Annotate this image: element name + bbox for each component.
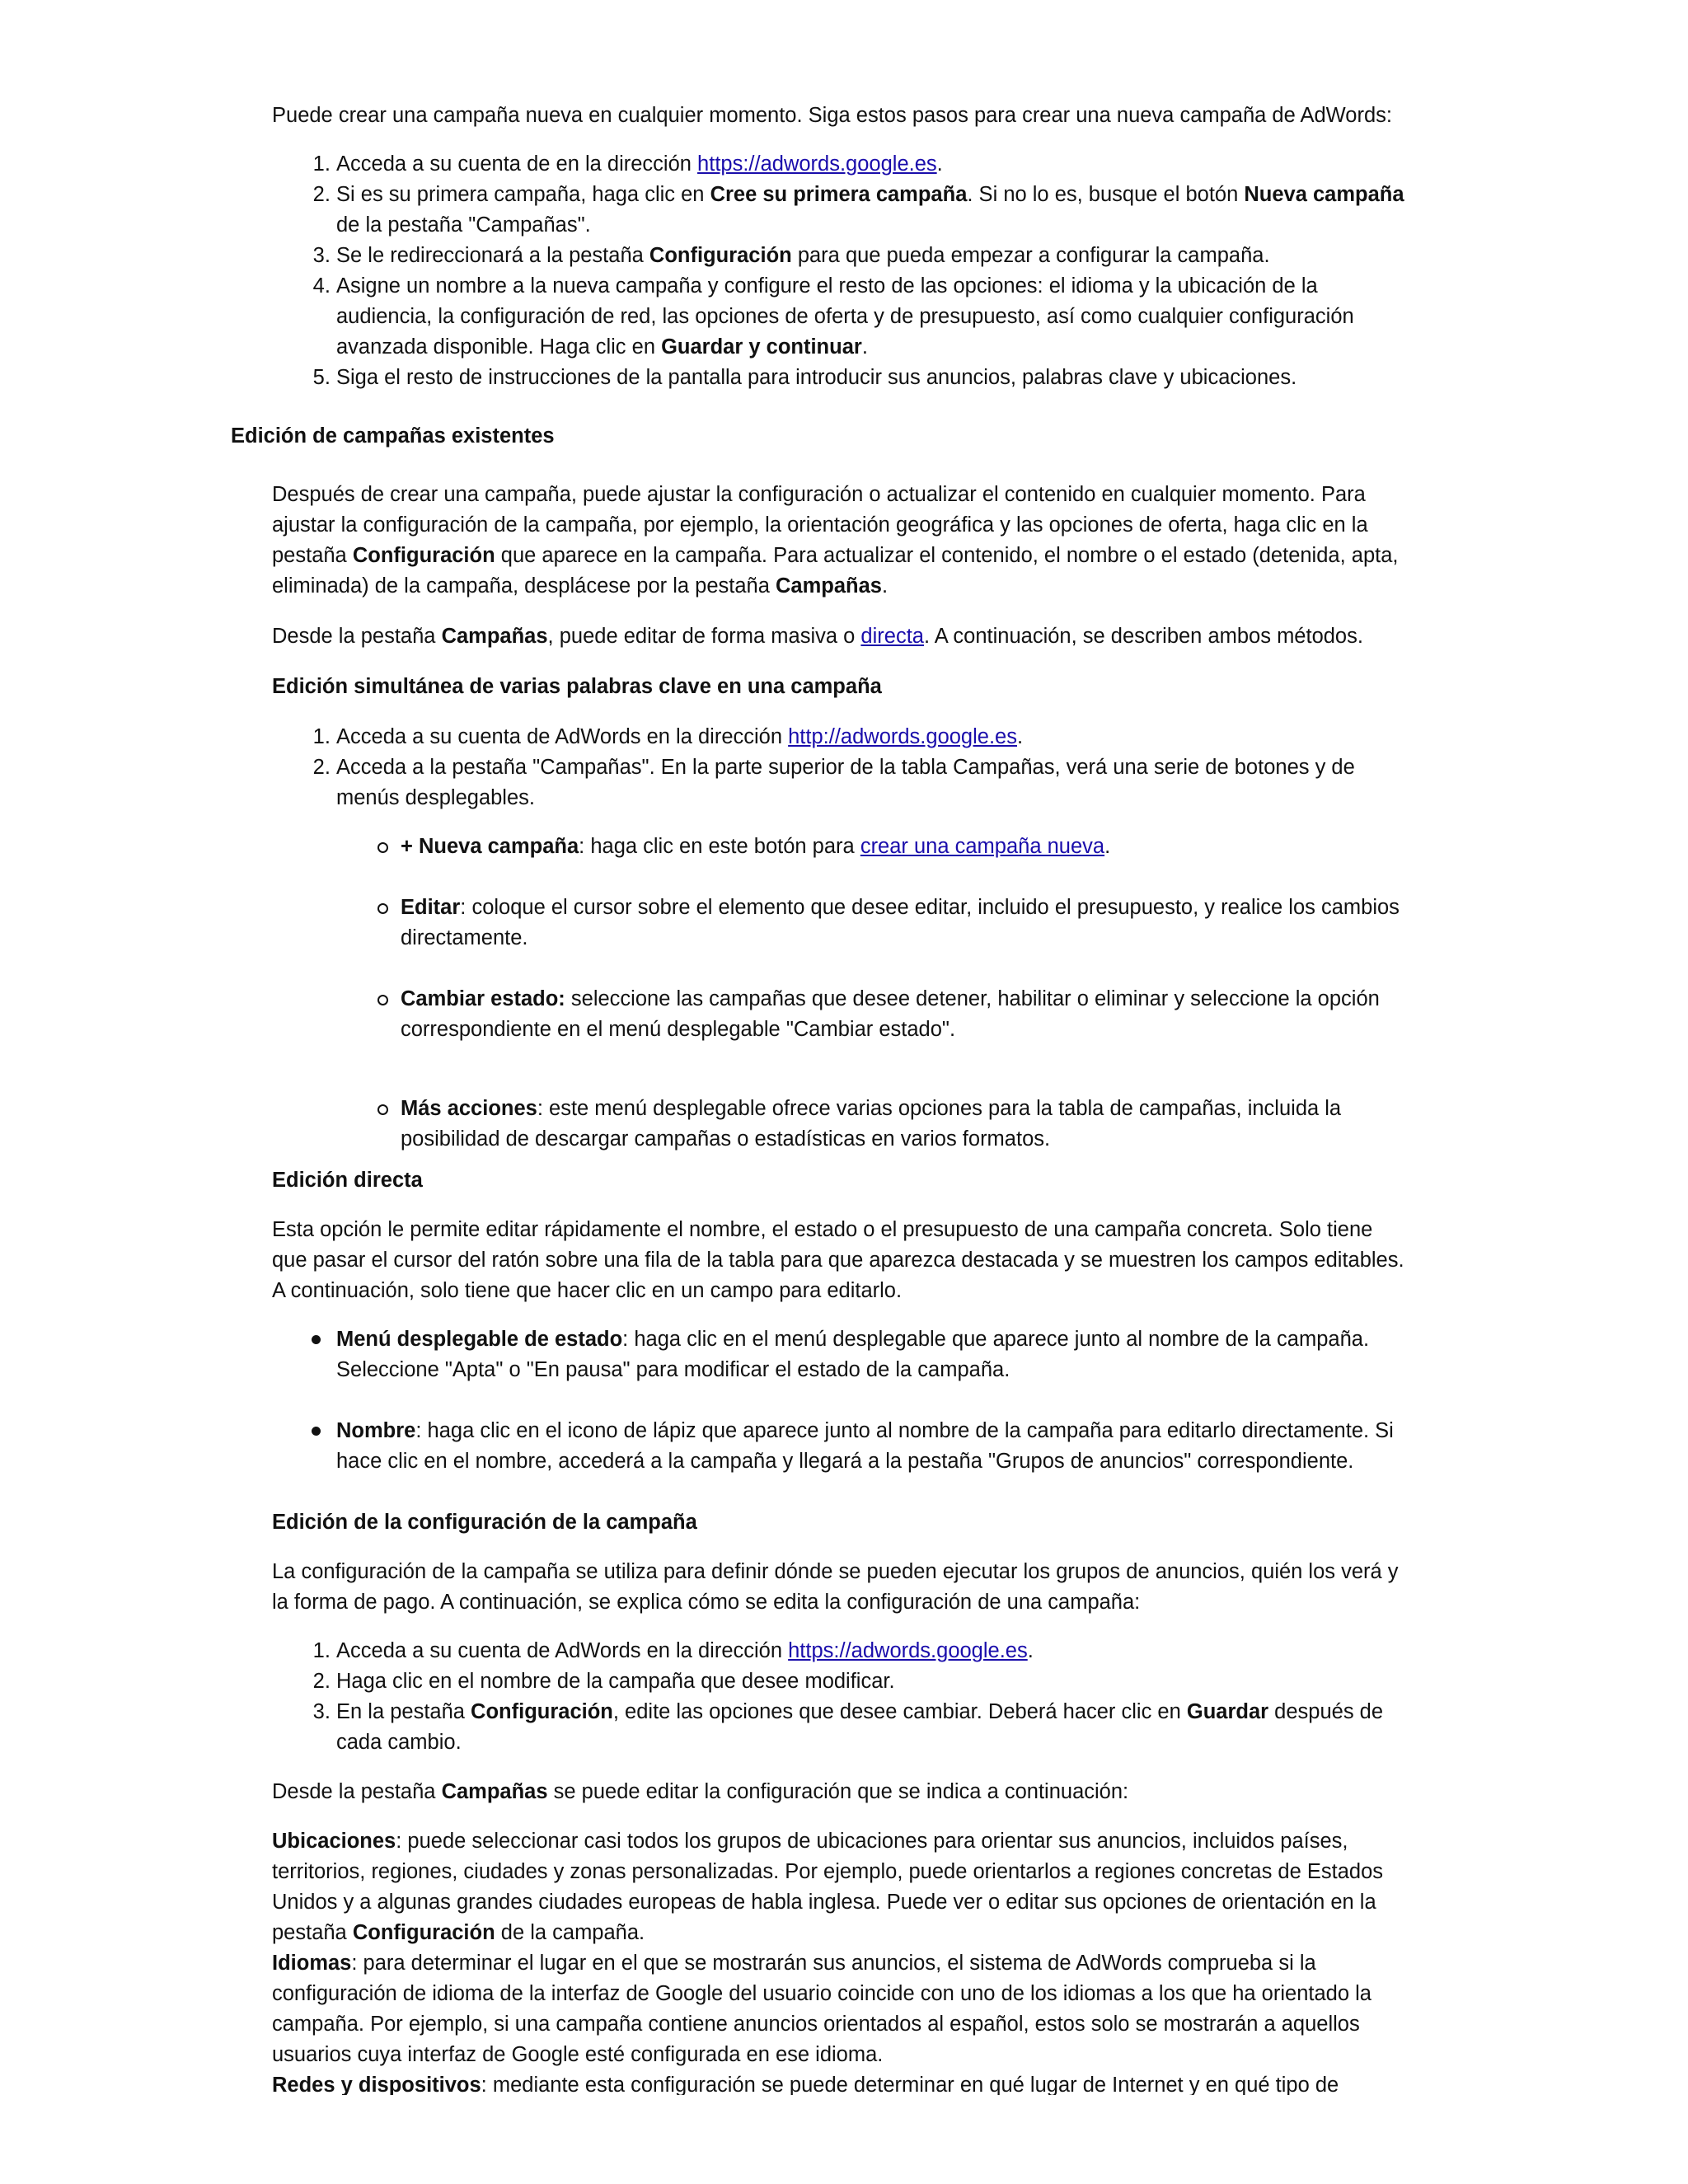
list-item: 4. Asigne un nombre a la nueva campaña y configure el resto de las opciones: el idioma y la ubicación de la audiencia, la configuración de red, las opciones de oferta y de presupuesto, así como cualquier configuración avanzada disponible. Haga clic en Guardar y continuar. (336, 271, 1409, 363)
idiomas-paragraph: Idiomas: para determinar el lugar en el que se mostrarán sus anuncios, el sistema de AdWords comprueba si la configuración de idioma de la interfaz de Google del usuario coincide con uno de los idiomas a los que ha orientado la campaña. Por ejemplo, si una campaña contiene anuncios orientados al español, estos solo se mostrarán a aquellos usuarios cuya interfaz de Google esté configurada en ese idioma. (272, 1952, 1372, 2066)
document-body (231, 101, 1409, 2095)
list-item-status-dropdown: Menú desplegable de estado: haga clic en el menú desplegable que aparece junto al nombre de la campaña. Seleccione "Apta" o "En pausa" para modificar el estado de la campaña. (336, 1324, 1409, 1385)
list-item: 1. Acceda a su cuenta de AdWords en la dirección http://adwords.google.es. (336, 722, 1409, 752)
bulk-options-list (272, 832, 1409, 1155)
list-item-more-actions: Más acciones: este menú desplegable ofrece varias opciones para la tabla de campañas, incluida la posibilidad de descargar campañas o estadísticas en varios formatos. (401, 1094, 1409, 1155)
list-item: 5. Siga el resto de instrucciones de la pantalla para introducir sus anuncios, palabras clave y ubicaciones. (336, 363, 1409, 393)
list-item-new-campaign: + Nueva campaña: haga clic en este botón para crear una campaña nueva. (401, 832, 1409, 862)
ubicaciones-paragraph: Ubicaciones: puede seleccionar casi todos los grupos de ubicaciones para orientar sus anuncios, incluidos países, territorios, regiones, ciudades y zonas personalizadas. Por ejemplo, puede orientarlos a regiones concretas de Estados Unidos y a algunas grandes ciudades europeas de habla inglesa. Puede ver o editar sus opciones de orientación en la pestaña Configuración de la campaña. (272, 1830, 1384, 1944)
list-item: 3. Se le redireccionará a la pestaña Configuración para que pueda empezar a configurar la campaña. (336, 241, 1409, 271)
list-item: 2. Si es su primera campaña, haga clic en Cree su primera campaña. Si no lo es, busque el botón Nueva campaña de la pestaña "Campañas". (336, 180, 1409, 241)
config-intro: La configuración de la campaña se utiliza para definir dónde se pueden ejecutar los grupos de anuncios, quién los verá y la forma de pago. A continuación, se explica cómo se edita la configuración de una campaña: (272, 1560, 1399, 1614)
create-steps-list (272, 149, 1409, 393)
create-campaign-link[interactable]: crear una campaña nueva (860, 835, 1105, 858)
edit-paragraph-1: Después de crear una campaña, puede ajustar la configuración o actualizar el contenido en cualquier momento. Para ajustar la configuración de la campaña, por ejemplo, la orientación geográfica y las opciones de oferta, haga clic en la pestaña Configuración que aparece en la campaña. Para actualizar el contenido, el nombre o el estado (detenida, apta, eliminada) de la campaña, desplácese por la pestaña Campañas. (272, 483, 1399, 598)
adwords-link[interactable]: http://adwords.google.es (788, 725, 1017, 748)
list-item-name: Nombre: haga clic en el icono de lápiz que aparece junto al nombre de la campaña para editarlo directamente. Si hace clic en el nombre, accederá a la campaña y llegará a la pestaña "Grupos de anuncios" correspondiente. (336, 1416, 1409, 1477)
list-item-edit: Editar: coloque el cursor sobre el elemento que desee editar, incluido el presupuesto, y realice los cambios directamente. (401, 893, 1409, 954)
bulk-steps-list (272, 722, 1409, 813)
direct-intro: Esta opción le permite editar rápidamente el nombre, el estado o el presupuesto de una campaña concreta. Solo tiene que pasar el cursor del ratón sobre una fila de la tabla para que aparezca destacada y se muestren los campos editables. A continuación, solo tiene que hacer clic en un campo para editarlo. (272, 1218, 1404, 1302)
direct-options-list (272, 1324, 1409, 1477)
config-steps-list (272, 1636, 1409, 1758)
sub-heading-bulk: Edición simultánea de varias palabras clave en una campaña (272, 675, 882, 698)
config-paragraph: Desde la pestaña Campañas se puede editar la configuración que se indica a continuación: (272, 1780, 1129, 1803)
sub-heading-config: Edición de la configuración de la campaña (272, 1511, 697, 1534)
list-item: 2. Haga clic en el nombre de la campaña que desee modificar. (336, 1666, 1409, 1697)
sub-heading-direct: Edición directa (272, 1169, 423, 1192)
edit-paragraph-2: Desde la pestaña Campañas, puede editar de forma masiva o directa. A continuación, se describen ambos métodos. (272, 625, 1363, 648)
list-item: 1. Acceda a su cuenta de en la dirección https://adwords.google.es. (336, 149, 1409, 180)
list-item-change-status: Cambiar estado: seleccione las campañas que desee detener, habilitar o eliminar y seleccione la opción correspondiente en el menú desplegable "Cambiar estado". (401, 984, 1409, 1045)
intro-paragraph: Puede crear una campaña nueva en cualquier momento. Siga estos pasos para crear una nueva campaña de AdWords: (272, 104, 1392, 127)
list-item: 3. En la pestaña Configuración, edite las opciones que desee cambiar. Deberá hacer clic en Guardar después de cada cambio. (336, 1697, 1409, 1758)
adwords-link[interactable]: https://adwords.google.es (697, 152, 937, 176)
list-item: 1. Acceda a su cuenta de AdWords en la dirección https://adwords.google.es. (336, 1636, 1409, 1666)
redes-paragraph: Redes y dispositivos: mediante esta configuración se puede determinar en qué lugar de Internet y en qué tipo de (272, 2074, 1339, 2095)
directa-link[interactable]: directa (860, 625, 924, 648)
adwords-link[interactable]: https://adwords.google.es (788, 1639, 1028, 1662)
list-item: 2. Acceda a la pestaña "Campañas". En la parte superior de la tabla Campañas, verá una serie de botones y de menús desplegables. (336, 752, 1409, 813)
section-heading-edit: Edición de campañas existentes (231, 424, 555, 448)
